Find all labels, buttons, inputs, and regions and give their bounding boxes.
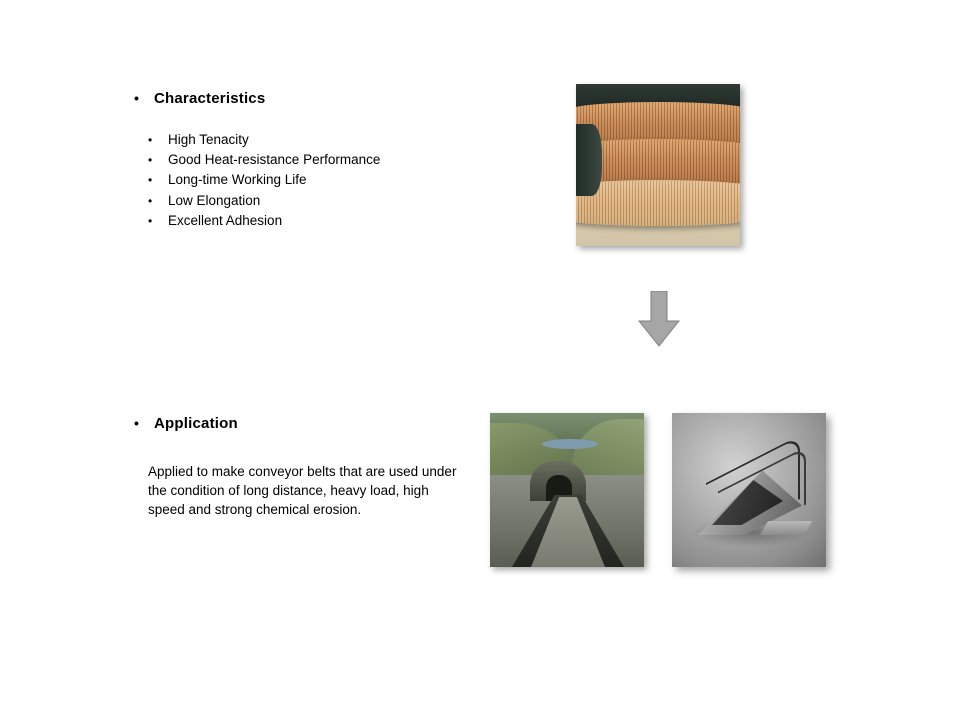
conveyor-belt-image xyxy=(490,413,644,567)
bullet-icon: • xyxy=(148,193,153,208)
application-paragraph: Applied to make conveyor belts that are used under the condition of long distance, heavy load, high speed and strong chemical erosion. xyxy=(148,464,457,517)
list-item xyxy=(148,170,380,190)
list-item-label: Excellent Adhesion xyxy=(168,212,283,228)
fabric-roll-image xyxy=(576,84,740,246)
escalator-image xyxy=(672,413,826,567)
bullet-icon: • xyxy=(148,153,153,168)
list-item-label: High Tenacity xyxy=(168,132,249,147)
bullet-icon: • xyxy=(148,213,153,228)
bullet-icon: • xyxy=(148,133,153,147)
list-item xyxy=(148,130,380,150)
list-item-label: Low Elongation xyxy=(168,192,261,208)
characteristics-heading xyxy=(134,90,265,107)
bullet-icon: • xyxy=(148,173,153,188)
escalator-base xyxy=(760,521,812,535)
characteristics-heading-label: Characteristics xyxy=(154,90,266,107)
roll-edge xyxy=(576,124,602,196)
list-item xyxy=(148,191,380,211)
water-region xyxy=(542,439,598,449)
bullet-icon: • xyxy=(134,90,139,106)
characteristics-list xyxy=(148,130,380,231)
application-heading-label: Application xyxy=(154,415,238,432)
down-arrow-icon xyxy=(638,291,680,347)
list-item-label: Long-time Working Life xyxy=(168,172,307,188)
list-item xyxy=(148,150,380,170)
application-heading xyxy=(134,415,238,432)
roll-band xyxy=(576,180,740,226)
list-item xyxy=(148,211,380,231)
list-item-label: Good Heat-resistance Performance xyxy=(168,152,381,168)
bullet-icon: • xyxy=(134,415,139,431)
